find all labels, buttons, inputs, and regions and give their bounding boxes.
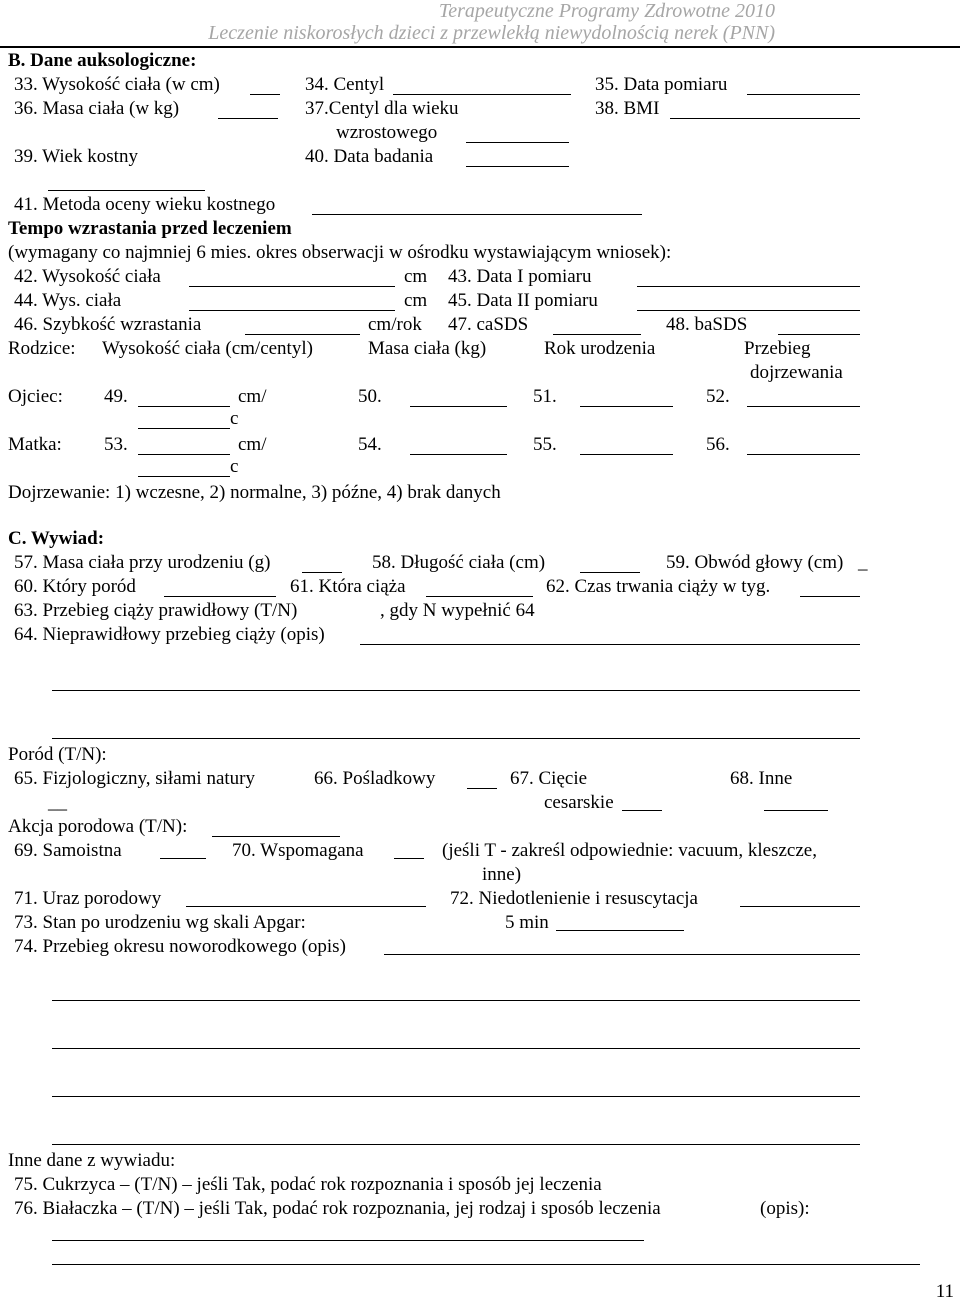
label-36: 36. Masa ciała (w kg) xyxy=(14,98,180,119)
tempo-title: Tempo wzrastania przed leczeniem xyxy=(8,218,292,239)
label-76b: (opis): xyxy=(760,1198,810,1219)
label-35: 35. Data pomiaru xyxy=(595,74,728,95)
label-33: 33. Wysokość ciała (w cm) xyxy=(14,74,220,95)
header-divider xyxy=(0,46,960,48)
field-74-line5[interactable] xyxy=(52,1144,860,1145)
label-66: 66. Pośladkowy xyxy=(314,768,436,789)
label-56: 56. xyxy=(706,434,730,455)
label-71: 71. Uraz porodowy xyxy=(14,888,162,909)
label-68: 68. Inne xyxy=(730,768,793,789)
field-35[interactable] xyxy=(747,94,860,95)
field-69[interactable] xyxy=(160,858,206,859)
unit-cm-44: cm xyxy=(404,290,428,311)
header-title: Terapeutyczne Programy Zdrowotne 2010 xyxy=(438,0,775,22)
label-70c: inne) xyxy=(482,864,522,885)
field-44[interactable] xyxy=(189,310,395,311)
label-40: 40. Data badania xyxy=(305,146,434,167)
label-74: 74. Przebieg okresu noworodkowego (opis) xyxy=(14,936,346,957)
field-45[interactable] xyxy=(637,310,860,311)
parents-header-height: Wysokość ciała (cm/centyl) xyxy=(102,338,313,359)
unit-cmrok: cm/rok xyxy=(368,314,422,335)
field-74-line3[interactable] xyxy=(52,1048,860,1049)
label-73b: 5 min xyxy=(505,912,549,933)
field-57[interactable] xyxy=(302,572,342,573)
field-68[interactable] xyxy=(764,810,828,811)
label-72: 72. Niedotlenienie i resuscytacja xyxy=(450,888,698,909)
field-51[interactable] xyxy=(580,406,673,407)
label-67: 67. Cięcie xyxy=(510,768,588,789)
field-43[interactable] xyxy=(637,286,860,287)
parents-header-maturation2: dojrzewania xyxy=(750,362,843,383)
label-39: 39. Wiek kostny xyxy=(14,146,138,167)
field-46[interactable] xyxy=(245,334,360,335)
field-59[interactable]: _ xyxy=(858,552,868,573)
section-c-title: C. Wywiad: xyxy=(8,528,105,549)
field-74-line2[interactable] xyxy=(52,1000,860,1001)
field-33[interactable] xyxy=(250,94,280,95)
parents-header-mass: Masa ciała (kg) xyxy=(368,338,487,359)
label-51: 51. xyxy=(533,386,557,407)
field-76-line1[interactable] xyxy=(52,1240,644,1241)
section-b-title: B. Dane auksologiczne: xyxy=(8,50,197,71)
label-48: 48. baSDS xyxy=(666,314,748,335)
label-60: 60. Który poród xyxy=(14,576,136,597)
label-52: 52. xyxy=(706,386,730,407)
field-74-line1[interactable] xyxy=(384,954,860,955)
label-41: 41. Metoda oceny wieku kostnego xyxy=(14,194,276,215)
unit-53: cm/ xyxy=(238,434,267,455)
label-54: 54. xyxy=(358,434,382,455)
field-60[interactable] xyxy=(164,596,276,597)
field-39[interactable] xyxy=(48,190,205,191)
label-70b: (jeśli T - zakreśl odpowiednie: vacuum, kleszcze, xyxy=(442,840,817,861)
field-53a[interactable] xyxy=(138,454,230,455)
label-50: 50. xyxy=(358,386,382,407)
label-porod: Poród (T/N): xyxy=(8,744,107,765)
field-65[interactable]: __ xyxy=(48,792,67,813)
parents-header-rodzice: Rodzice: xyxy=(8,338,76,359)
label-63: 63. Przebieg ciąży prawidłowy (T/N) xyxy=(14,600,298,621)
field-70[interactable] xyxy=(394,858,424,859)
field-76-line2[interactable] xyxy=(52,1264,920,1265)
field-50[interactable] xyxy=(410,406,507,407)
field-74-line4[interactable] xyxy=(52,1096,860,1097)
field-64-line1[interactable] xyxy=(360,644,860,645)
label-69: 69. Samoistna xyxy=(14,840,122,861)
label-46: 46. Szybkość wzrastania xyxy=(14,314,202,335)
field-akcja[interactable] xyxy=(212,836,340,837)
field-36[interactable] xyxy=(218,118,278,119)
field-56[interactable] xyxy=(747,454,860,455)
label-75: 75. Cukrzyca – (T/N) – jeśli Tak, podać rok rozpoznania i sposób jej leczenia xyxy=(14,1174,602,1195)
label-55: 55. xyxy=(533,434,557,455)
unit-49c: c xyxy=(230,408,239,429)
maturation-legend: Dojrzewanie: 1) wczesne, 2) normalne, 3) późne, 4) brak danych xyxy=(8,482,501,503)
label-37b: wzrostowego xyxy=(336,122,438,143)
label-76: 76. Białaczka – (T/N) – jeśli Tak, podać rok rozpoznania, jej rodzaj i sposób leczenia xyxy=(14,1198,661,1219)
field-58[interactable] xyxy=(580,572,640,573)
field-52[interactable] xyxy=(747,406,860,407)
label-inne-dane: Inne dane z wywiadu: xyxy=(8,1150,176,1171)
label-38: 38. BMI xyxy=(595,98,660,119)
label-47: 47. caSDS xyxy=(448,314,529,335)
label-akcja: Akcja porodowa (T/N): xyxy=(8,816,188,837)
field-55[interactable] xyxy=(580,454,673,455)
field-53b[interactable] xyxy=(138,476,230,477)
field-42[interactable] xyxy=(189,286,395,287)
tempo-note: (wymagany co najmniej 6 mies. okres obserwacji w ośrodku wystawiającym wniosek): xyxy=(8,242,672,263)
field-49a[interactable] xyxy=(138,406,230,407)
label-73: 73. Stan po urodzeniu wg skali Apgar: xyxy=(14,912,306,933)
label-45: 45. Data II pomiaru xyxy=(448,290,598,311)
header-subtitle: Leczenie niskorosłych dzieci z przewlekłą niewydolnością nerek (PNN) xyxy=(208,22,775,44)
label-57: 57. Masa ciała przy urodzeniu (g) xyxy=(14,552,271,573)
label-64: 64. Nieprawidłowy przebieg ciąży (opis) xyxy=(14,624,325,645)
label-70: 70. Wspomagana xyxy=(232,840,364,861)
field-40[interactable] xyxy=(466,166,569,167)
label-59: 59. Obwód głowy (cm) xyxy=(666,552,844,573)
field-54[interactable] xyxy=(410,454,507,455)
field-64-line3[interactable] xyxy=(52,738,860,739)
label-43: 43. Data I pomiaru xyxy=(448,266,592,287)
label-37: 37.Centyl dla wieku xyxy=(305,98,459,119)
field-41[interactable] xyxy=(312,214,642,215)
field-73[interactable] xyxy=(556,930,684,931)
page-number: 11 xyxy=(935,1281,954,1302)
field-48[interactable] xyxy=(778,334,860,335)
label-62: 62. Czas trwania ciąży w tyg. xyxy=(546,576,771,597)
field-67[interactable] xyxy=(622,810,662,811)
field-72[interactable] xyxy=(740,906,860,907)
label-34: 34. Centyl xyxy=(305,74,385,95)
label-65: 65. Fizjologiczny, siłami natury xyxy=(14,768,255,789)
label-58: 58. Długość ciała (cm) xyxy=(372,552,546,573)
label-61: 61. Która ciąża xyxy=(290,576,406,597)
field-64-line2[interactable] xyxy=(52,690,860,691)
field-61[interactable] xyxy=(426,596,533,597)
unit-53c: c xyxy=(230,456,239,477)
field-49b[interactable] xyxy=(138,428,230,429)
parents-header-birthyear: Rok urodzenia xyxy=(544,338,656,359)
field-71[interactable] xyxy=(186,906,426,907)
parents-header-maturation: Przebieg xyxy=(744,338,811,359)
label-44: 44. Wys. ciała xyxy=(14,290,122,311)
label-53: 53. xyxy=(104,434,128,455)
unit-49: cm/ xyxy=(238,386,267,407)
label-42: 42. Wysokość ciała xyxy=(14,266,161,287)
label-ojciec: Ojciec: xyxy=(8,386,63,407)
label-63b: , gdy N wypełnić 64 xyxy=(380,600,535,621)
label-67b: cesarskie xyxy=(544,792,614,813)
label-matka: Matka: xyxy=(8,434,62,455)
label-49: 49. xyxy=(104,386,128,407)
field-38[interactable] xyxy=(670,118,860,119)
field-34[interactable] xyxy=(393,94,571,95)
field-47[interactable] xyxy=(553,334,641,335)
unit-cm-42: cm xyxy=(404,266,428,287)
field-62[interactable] xyxy=(800,596,860,597)
field-66[interactable] xyxy=(467,788,497,789)
field-37[interactable] xyxy=(466,142,569,143)
